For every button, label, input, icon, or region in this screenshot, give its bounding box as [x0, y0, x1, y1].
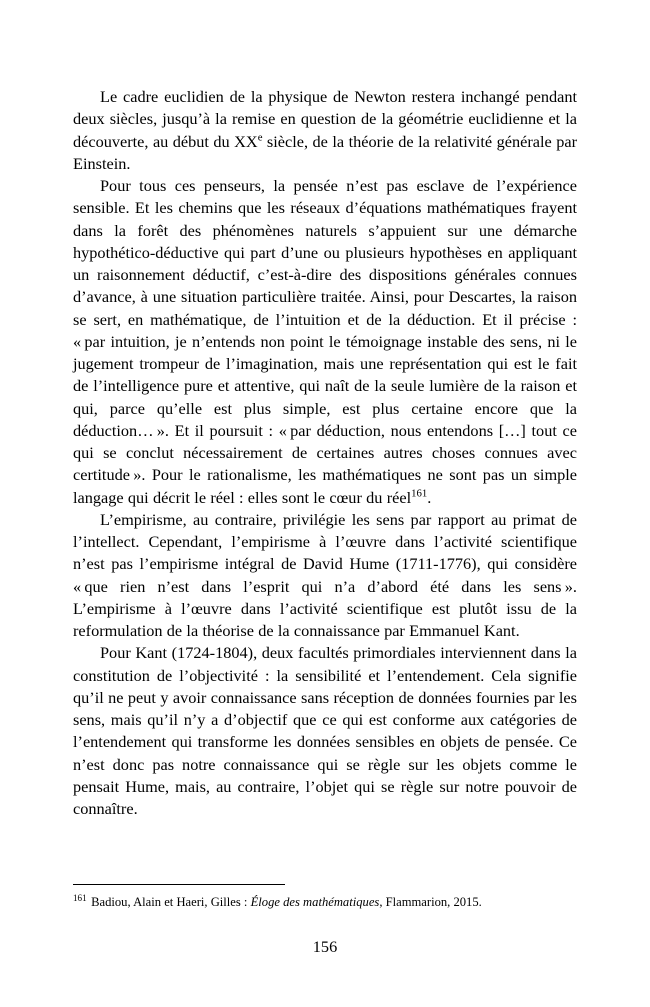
paragraph-4: Pour Kant (1724-1804), deux facultés primordiales interviennent dans la constitution de l’objectivité : la sensibilité et l’entendement. Cela signifie qu’il ne peut y avoir connaissance sans réception de données fournies par les sens, mais qu’il n’y a d’objectif que ce qui est conforme aux catégories de l’entendement qui transforme les données sensibles en objets de pensée. Ce n’est donc pas notre connaissance qui se règle sur les objets comme le pensait Hume, mais, au contraire, l’objet qui se règle sur notre pouvoir de connaître.: [73, 643, 577, 818]
footnote-separator-rule: [73, 884, 285, 885]
paragraph-3: L’empirisme, au contraire, privilégie les sens par rapport au primat de l’intellect. Cependant, l’empirisme à l’œuvre dans l’activité scientifique n’est pas l’empirisme intégral de David Hume (1711-1776), qui considère « que rien n’est dans l’esprit qui n’a d’abord été dans les sens ». L’empirisme à l’œuvre dans l’activité scientifique est plutôt issu de la reformulation de la théorise de la connaissance par Emmanuel Kant.: [73, 509, 577, 640]
body-text-block: [73, 86, 577, 820]
paragraph-2: Pour tous ces penseurs, la pensée n’est pas esclave de l’expérience sensible. Et les chemins que les réseaux d’équations mathématiques frayent dans la forêt des phénomènes naturels s’appuient sur une démarche hypothético-déductive qui part d’une ou plusieurs hypothèses en appliquant un raisonnement déductif, c’est-à-dire des dispositions générales connues d’avance, à une situation particulière traitée. Ainsi, pour Descartes, la raison se sert, en mathématique, de l’intuition et de la déduction. Et il précise : « par intuition, je n’entends non point le témoignage instable des sens, ni le jugement trompeur de l’imagination, mais une représentation qui est le fait de l’intelligence pure et attentive, qui naît de la seule lumière de la raison et qui, parce qu’elle est plus simple, est plus certaine encore que la déduction… ». Et il poursuit : « par déduction, nous entendons […] tout ce qui se conclut nécessairement de certaines autres choses connues avec certitude ». Pour le rationalisme, les mathématiques ne sont pas un simple langage qui décrit le réel : elles sont le cœur du réel$^{161}$.: [73, 176, 577, 507]
page-number: 156: [312, 937, 338, 956]
paragraph-1: Le cadre euclidien de la physique de Newton restera inchangé pendant deux siècles, jusqu’à la remise en question de la géométrie euclidienne et la découverte, au début du XXe siècle, de la théorie de la relativité générale par Einstein.: [73, 87, 577, 173]
footnote-zone: [73, 884, 577, 910]
footnote-161: $^{161}$ Badiou, Alain et Haeri, Gilles : Éloge des mathématiques, Flammarion, 2015.: [73, 892, 482, 909]
